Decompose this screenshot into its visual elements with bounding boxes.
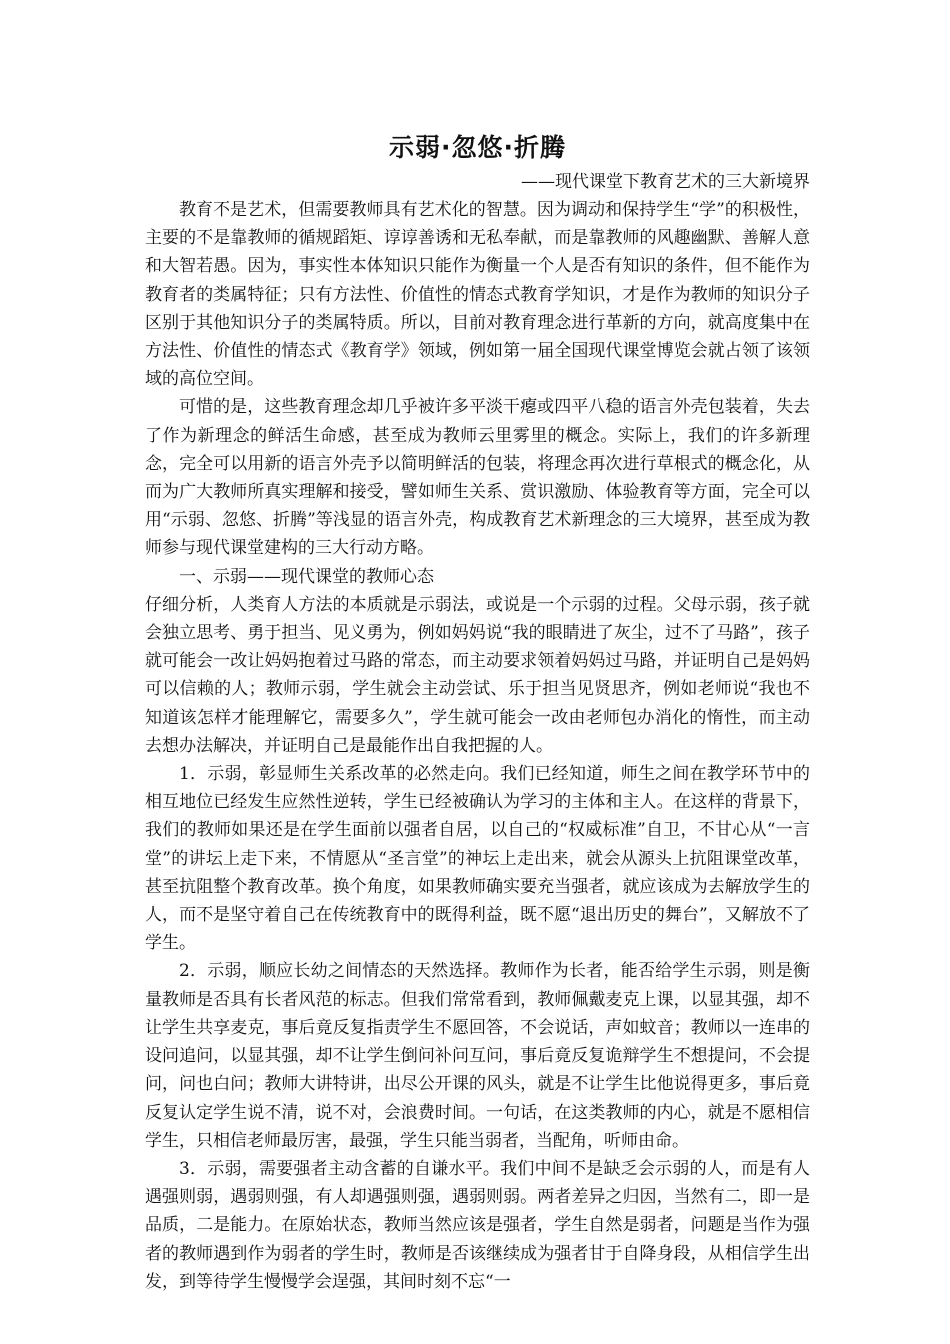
- section-1-intro: 仔细分析，人类育人方法的本质就是示弱法，或说是一个示弱的过程。父母示弱，孩子就会独立思考、勇于担当、见义勇为，例如妈妈说“我的眼睛进了灰尘，过不了马路”，孩子就可能会一改让妈妈抱着过马路的常态，而主动要求领着妈妈过马路，并证明自己是妈妈可以信赖的人；教师示弱，学生就会主动尝试、乐于担当见贤思齐，例如老师说“我也不知道该怎样才能理解它，需要多久”，学生就可能会一改由老师包办消化的惰性，而主动去想办法解决，并证明自己是最能作出自我把握的人。: [145, 594, 810, 756]
- document-title: 示弱·忽悠·折腾: [389, 133, 566, 162]
- document-subtitle: ——现代课堂下教育艺术的三大新境界: [521, 172, 810, 192]
- paragraph-intro-1: 教育不是艺术，但需要教师具有艺术化的智慧。因为调动和保持学生“学”的积极性，主要的不是靠教师的循规蹈矩、谆谆善诱和无私奉献，而是靠教师的风趣幽默、善解人意和大智若愚。因为，事实性本体知识只能作为衡量一个人是否有知识的条件，但不能作为教育者的类属特征；只有方法性、价值性的情态式教育学知识，才是作为教师的知识分子区别于其他知识分子的类属特质。所以，目前对教育理念进行革新的方向，就高度集中在方法性、价值性的情态式《教育学》领域，例如第一届全国现代课堂博览会就占领了该领域的高位空间。: [145, 200, 810, 390]
- paragraph-intro-2: 可惜的是，这些教育理念却几乎被许多平淡干瘪或四平八稳的语言外壳包装着，失去了作为新理念的鲜活生命感，甚至成为教师云里雾里的概念。实际上，我们的许多新理念，完全可以用新的语言外壳予以简明鲜活的包装，将理念再次进行草根式的概念化，从而为广大教师所真实理解和接受，譬如师生关系、赏识激励、体验教育等方面，完全可以用“示弱、忽悠、折腾”等浅显的语言外壳，构成教育艺术新理念的三大境界，甚至成为教师参与现代课堂建构的三大行动方略。: [145, 397, 810, 559]
- document-body: [145, 128, 810, 1296]
- section-1-point-3: 3．示弱，需要强者主动含蓄的自谦水平。我们中间不是缺乏会示弱的人，而是有人遇强则弱，遇弱则强，有人却遇强则强，遇弱则弱。两者差异之归因，当然有二，即一是品质，二是能力。在原始状态，教师当然应该是强者，学生自然是弱者，问题是当作为强者的教师遇到作为弱者的学生时，教师是否该继续成为强者甘于自降身段，从相信学生出发，到等待学生慢慢学会逞强，其间时刻不忘“一: [145, 1158, 810, 1292]
- section-1-point-2: 2．示弱，顺应长幼之间情态的天然选择。教师作为长者，能否给学生示弱，则是衡量教师是否具有长者风范的标志。但我们常常看到，教师佩戴麦克上课，以显其强，却不让学生共享麦克，事后竟反复指责学生不愿回答，不会说话，声如蚊音；教师以一连串的设问追问，以显其强，却不让学生倒问补问互问，事后竟反复诡辩学生不想提问，不会提问，问也白问；教师大讲特讲，出尽公开课的风头，就是不让学生比他说得更多，事后竟反复认定学生说不清，说不对，会浪费时间。一句话，在这类教师的内心，就是不愿相信学生，只相信老师最厉害，最强，学生只能当弱者，当配角，听师由命。: [145, 961, 810, 1151]
- section-1-point-1: 1．示弱，彰显师生关系改革的必然走向。我们已经知道，师生之间在教学环节中的相互地位已经发生应然性逆转，学生已经被确认为学习的主体和主人。在这样的背景下，我们的教师如果还是在学生面前以强者自居，以自己的“权威标准”自卫，不甘心从“一言堂”的讲坛上走下来，不情愿从“圣言堂”的神坛上走出来，就会从源头上抗阻课堂改革，甚至抗阻整个教育改革。换个角度，如果教师确实要充当强者，就应该成为去解放学生的人，而不是坚守着自己在传统教育中的既得利益，既不愿“退出历史的舞台”，又解放不了学生。: [145, 764, 810, 954]
- section-heading-1: 一、示弱——现代课堂的教师心态: [179, 566, 434, 587]
